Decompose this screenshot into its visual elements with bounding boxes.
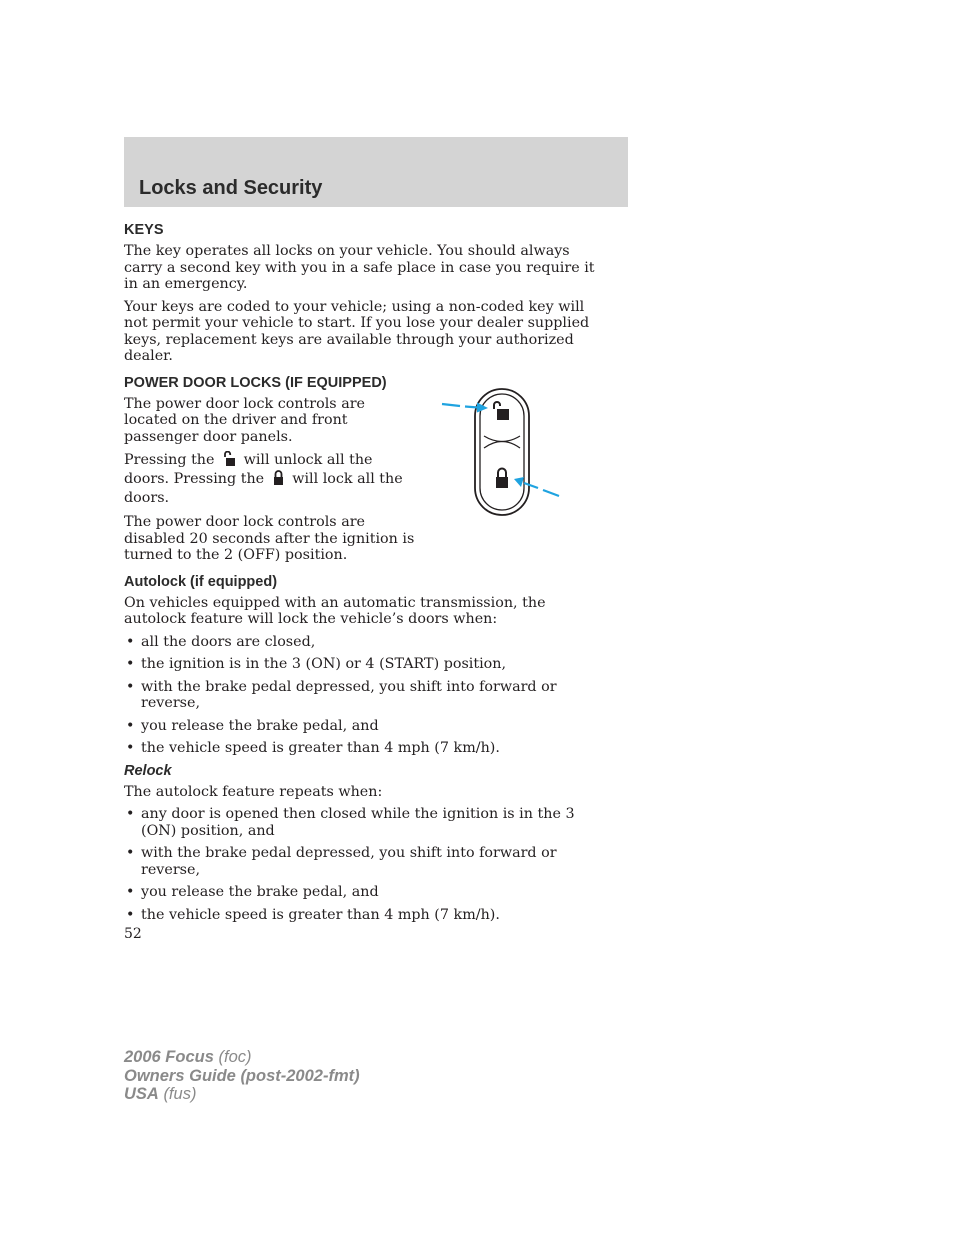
lock-arrow-icon xyxy=(514,477,559,496)
document-footer xyxy=(124,1048,360,1104)
power-locks-paragraph-2 xyxy=(124,451,414,508)
header-band xyxy=(124,137,628,207)
list-item: • all the doors are closed, xyxy=(124,634,604,651)
press-text-b: will unlock all the doors. Pressing the xyxy=(124,452,373,487)
relock-intro: The autolock feature repeats when: xyxy=(124,783,383,800)
keys-paragraph-1: The key operates all locks on your vehicle. You should always carry a second key with you in a safe place in case you require it in an emergency. xyxy=(124,243,595,292)
list-item: • any door is opened then closed while the ignition is in the 3 (ON) position, and xyxy=(124,806,604,839)
power-locks-heading: POWER DOOR LOCKS (IF EQUIPPED) xyxy=(124,374,387,391)
power-locks-paragraph-1: The power door lock controls are located on the driver and front passenger door panels. xyxy=(124,395,366,445)
list-item: • you release the brake pedal, and xyxy=(124,884,604,901)
footer-guide: Owners Guide (post-2002-fmt) xyxy=(124,1066,360,1085)
lock-icon xyxy=(273,470,284,485)
press-text-a: Pressing the xyxy=(124,452,215,468)
list-item: • the ignition is in the 3 (ON) or 4 (START) position, xyxy=(124,656,604,673)
press-text-c: will lock all the doors. xyxy=(124,471,403,506)
switch-divider-bottom xyxy=(484,442,520,449)
autolock-heading: Autolock (if equipped) xyxy=(124,573,278,590)
page-title: Locks and Security xyxy=(139,177,323,199)
page-number: 52 xyxy=(124,926,142,942)
relock-heading: Relock xyxy=(124,762,172,779)
lock-icon xyxy=(496,469,508,489)
keys-heading: KEYS xyxy=(124,222,164,238)
footer-market: USA xyxy=(124,1085,159,1103)
list-item: • with the brake pedal depressed, you shift into forward or reverse, xyxy=(124,679,604,712)
footer-model-code: (foc) xyxy=(218,1048,252,1066)
autolock-intro: On vehicles equipped with an automatic transmission, the autolock feature will lock the vehicle’s doors when: xyxy=(124,594,546,627)
footer-market-code: (fus) xyxy=(163,1085,197,1103)
list-item: • the vehicle speed is greater than 4 mph (7 km/h). xyxy=(124,907,604,924)
power-locks-paragraph-3: The power door lock controls are disabled 20 seconds after the ignition is turned to the 2 (OFF) position. xyxy=(124,514,415,563)
switch-divider-top xyxy=(484,436,520,442)
unlock-icon xyxy=(223,451,235,466)
list-item: • you release the brake pedal, and xyxy=(124,718,604,735)
relock-list xyxy=(124,806,604,923)
keys-paragraph-2: Your keys are coded to your vehicle; using a non-coded key will not permit your vehicle to start. If you lose your dealer supplied keys, replacement keys are available through your authorized dealer. xyxy=(124,298,590,364)
footer-model: 2006 Focus xyxy=(124,1048,214,1066)
list-item: • the vehicle speed is greater than 4 mph (7 km/h). xyxy=(124,740,604,757)
door-lock-switch-figure xyxy=(440,385,562,520)
autolock-list xyxy=(124,634,604,757)
unlock-icon xyxy=(494,402,509,420)
main-content xyxy=(124,222,604,929)
list-item: • with the brake pedal depressed, you shift into forward or reverse, xyxy=(124,845,604,878)
